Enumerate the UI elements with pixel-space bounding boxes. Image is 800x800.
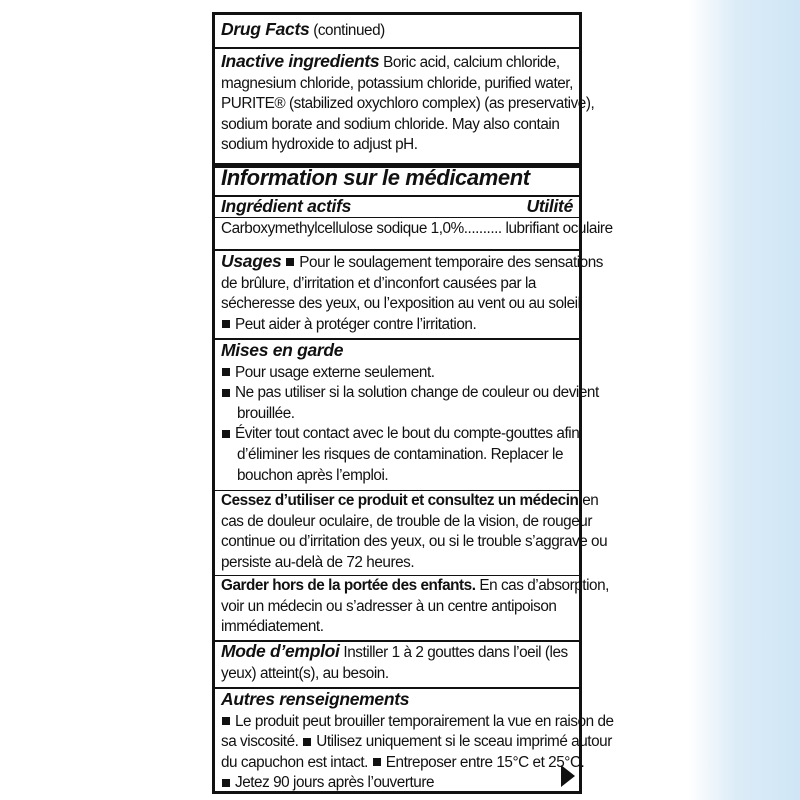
warnings-heading: Mises en garde [221, 340, 344, 360]
bullet-icon [286, 258, 294, 266]
stop-use-line: cas de douleur oculaire, de trouble de la vision, de rougeur [221, 512, 592, 530]
other-line: Entreposer entre 15°C et 25°C. [385, 753, 585, 771]
other-line: Le produit peut brouiller temporairement la vue en raison de [235, 712, 614, 730]
directions-text: Instiller 1 à 2 gouttes dans l’oeil (les [343, 644, 568, 661]
stop-use-line: continue ou d’irritation des yeux, ou si le trouble s’aggrave ou [221, 533, 608, 551]
usages-line: Peut aider à protéger contre l’irritation. [235, 315, 477, 333]
usages-line: de brûlure, d’irritation et d’inconfort causées par la [221, 274, 536, 292]
usages-line: sécheresse des yeux, ou l’exposition au vent ou au soleil [221, 295, 581, 313]
divider [215, 217, 579, 218]
drug-facts-header [215, 19, 579, 42]
warning-item: Pour usage externe seulement. [235, 363, 435, 381]
bullet-icon [222, 368, 230, 376]
continued-label: (continued) [313, 22, 385, 39]
warning-item-cont: brouillée. [237, 404, 295, 422]
stop-use-line: persiste au-delà de 72 heures. [221, 553, 415, 571]
other-line: Utilisez uniquement si le sceau imprimé autour [316, 733, 612, 751]
inactive-line: sodium hydroxide to adjust pH. [221, 136, 418, 154]
bullet-icon [222, 320, 230, 328]
other-info-section [215, 689, 614, 794]
bullet-icon [222, 430, 230, 438]
other-line: Jetez 90 jours après l’ouverture [235, 774, 435, 792]
bullet-icon [222, 717, 230, 725]
stop-use-section [215, 491, 608, 573]
children-bold: Garder hors de la portée des enfants. [221, 577, 476, 594]
info-title-row [215, 165, 579, 191]
inactive-heading: Inactive ingredients [221, 51, 380, 71]
ingredient-heading-row [215, 196, 579, 217]
directions-section [215, 641, 579, 684]
stop-use-bold: Cessez d’utiliser ce produit et consultez un médecin [221, 492, 579, 509]
children-text: En cas d’absorption, [479, 577, 609, 594]
bullet-icon [222, 779, 230, 787]
background-left [0, 0, 212, 800]
warning-item-cont: bouchon après l’emploi. [237, 466, 389, 484]
inactive-line: magnesium chloride, potassium chloride, purified water, [221, 74, 573, 92]
other-line: du capuchon est intact. [221, 753, 368, 771]
divider [215, 47, 579, 49]
usages-line: Pour le soulagement temporaire des sensations [299, 254, 603, 271]
ingredient-heading: Ingrédient actifs [221, 196, 352, 216]
purpose-heading: Utilité [526, 196, 573, 216]
continue-arrow-icon [561, 765, 575, 787]
bullet-icon [222, 389, 230, 397]
directions-heading: Mode d’emploi [221, 641, 340, 661]
inactive-line: PURITE® (stabilized oxychloro complex) (as preservative), [221, 95, 595, 113]
usages-heading: Usages [221, 251, 282, 271]
inactive-line: sodium borate and sodium chloride. May also contain [221, 115, 560, 133]
children-section [215, 576, 609, 638]
drug-facts-panel [212, 12, 614, 794]
children-line: voir un médecin ou s’adresser à un centre antipoison [221, 597, 557, 615]
usages-section [215, 251, 603, 335]
stop-use-text: en [582, 492, 599, 509]
info-title: Information sur le médicament [221, 165, 530, 190]
ingredient-line: Carboxymethylcellulose sodique 1,0%.......... lubrifiant oculaire [221, 220, 613, 237]
drug-facts-title: Drug Facts [221, 19, 310, 39]
inactive-ingredients-section [215, 51, 595, 156]
warnings-section [215, 340, 599, 486]
warning-item: Éviter tout contact avec le bout du compte-gouttes afin [235, 425, 580, 443]
warning-item-cont: d’éliminer les risques de contamination. Replacer le [237, 445, 564, 463]
inactive-line: Boric acid, calcium chloride, [383, 54, 560, 71]
bullet-icon [303, 738, 311, 746]
directions-line: yeux) atteint(s), au besoin. [221, 664, 389, 682]
other-line: sa viscosité. [221, 733, 299, 751]
other-heading: Autres renseignements [221, 689, 410, 709]
warning-item: Ne pas utiliser si la solution change de couleur ou devient [235, 384, 599, 402]
bullet-icon [373, 758, 381, 766]
children-line: immédiatement. [221, 618, 324, 636]
